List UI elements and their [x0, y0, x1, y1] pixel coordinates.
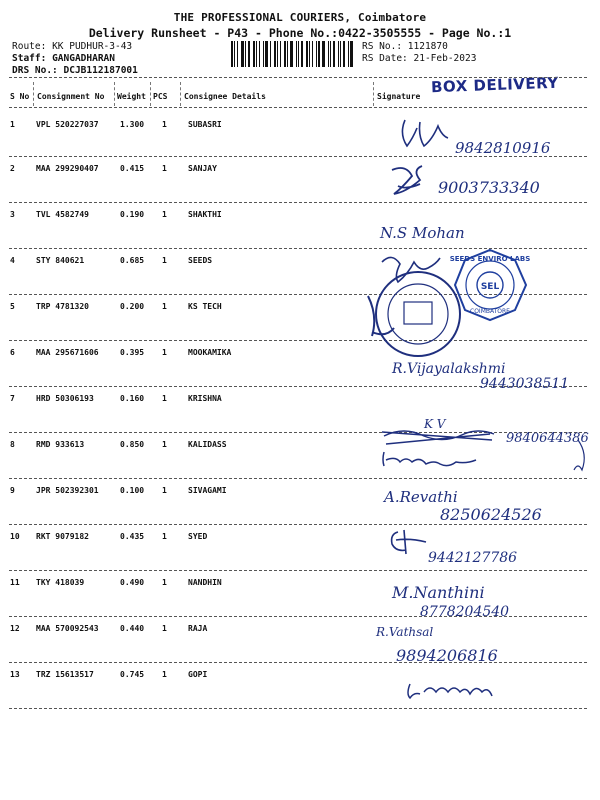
- col-weight: Weight: [117, 92, 146, 101]
- hw-phone-2: 9003733340: [438, 178, 540, 197]
- route-value: KK PUDHUR-3-43: [52, 41, 133, 52]
- row-consignment: JPR 502392301: [36, 486, 99, 495]
- row-sno: 5: [10, 302, 15, 311]
- row-consignment: STY 840621: [36, 256, 85, 265]
- hw-name-9: A.Revathi: [384, 488, 458, 506]
- row-consignment: HRD 50306193: [36, 394, 94, 403]
- row-consignee: KRISHNA: [188, 394, 222, 403]
- row-sno: 12: [10, 624, 20, 633]
- row-weight: 0.440: [120, 624, 145, 633]
- rs-no-value: 1121870: [407, 41, 448, 52]
- row-weight: 1.300: [120, 120, 145, 129]
- row-consignment: RMD 933613: [36, 440, 85, 449]
- stamp-inner-text: SEL: [480, 282, 500, 292]
- col-consignment: Consignment No: [37, 92, 105, 101]
- row-weight: 0.100: [120, 486, 145, 495]
- row-pcs: 1: [162, 624, 167, 633]
- row-consignee: RAJA: [188, 624, 208, 633]
- row-sno: 3: [10, 210, 15, 219]
- col-consignee: Consignee Details: [184, 92, 266, 101]
- hw-initials-7: K V: [424, 417, 446, 431]
- row-consignment: TRZ 15613517: [36, 670, 94, 679]
- row-sno: 7: [10, 394, 15, 403]
- staff-value: GANGADHARAN: [52, 53, 115, 64]
- row-pcs: 1: [162, 440, 167, 449]
- row-sno: 1: [10, 120, 15, 129]
- row-consignee: MOOKAMIKA: [188, 348, 232, 357]
- row-weight: 0.160: [120, 394, 145, 403]
- row-consignee: SHAKTHI: [188, 210, 222, 219]
- row-pcs: 1: [162, 348, 167, 357]
- stamp-bottom-text: COIMBATORE: [470, 308, 510, 315]
- stamp-outer-text: SEEDS ENVIRO LABS: [449, 255, 531, 263]
- drs-value: DCJB112187001: [63, 65, 138, 76]
- row-consignment: MAA 299290407: [36, 164, 99, 173]
- hw-phone-6: 9443038511: [480, 376, 570, 392]
- col-signature: Signature: [377, 92, 421, 101]
- row-pcs: 1: [162, 578, 167, 587]
- col-sno: S No: [10, 92, 30, 101]
- row-sno: 6: [10, 348, 15, 357]
- row-consignee: SIVAGAMI: [188, 486, 227, 495]
- row-sno: 10: [10, 532, 20, 541]
- row-weight: 0.435: [120, 532, 145, 541]
- row-sno: 9: [10, 486, 15, 495]
- row-consignee: KALIDASS: [188, 440, 227, 449]
- seeds-enviro-labs-stamp: [450, 250, 531, 320]
- route-label: Route:: [12, 41, 47, 52]
- signature-scribble: [382, 257, 440, 282]
- row-pcs: 1: [162, 120, 167, 129]
- rs-date-value: 21-Feb-2023: [413, 53, 477, 64]
- row-sno: 13: [10, 670, 20, 679]
- hw-phone-7: 9840644386: [506, 431, 589, 446]
- row-pcs: 1: [162, 210, 167, 219]
- hw-phone-9: 8250624526: [440, 505, 542, 524]
- row-weight: 0.415: [120, 164, 145, 173]
- rs-date-label: RS Date:: [362, 53, 408, 64]
- signature-scribble: [392, 166, 422, 194]
- signature-scribble: [392, 530, 426, 554]
- row-consignee: NANDHIN: [188, 578, 222, 587]
- row-pcs: 1: [162, 394, 167, 403]
- row-pcs: 1: [162, 486, 167, 495]
- drs-label: DRS No.:: [12, 65, 58, 76]
- row-pcs: 1: [162, 164, 167, 173]
- signature-scribble: [383, 452, 476, 466]
- row-consignee: SEEDS: [188, 256, 213, 265]
- hw-name-11: M.Nanthini: [392, 583, 485, 602]
- row-consignment: TKY 418039: [36, 578, 85, 587]
- hw-name-12: R.Vathsal: [376, 625, 434, 639]
- hw-name-3: N.S Mohan: [380, 224, 465, 242]
- row-weight: 0.190: [120, 210, 145, 219]
- row-consignee: SUBASRI: [188, 120, 222, 129]
- hw-phone-11: 8778204540: [420, 604, 510, 620]
- signature-scribble: [408, 684, 492, 698]
- hw-name-6: R.Vijayalakshmi: [392, 361, 506, 377]
- rs-no-label: RS No.:: [362, 41, 403, 52]
- row-sno: 2: [10, 164, 15, 173]
- row-consignment: RKT 9079182: [36, 532, 89, 541]
- row-weight: 0.745: [120, 670, 145, 679]
- hw-phone-12: 9894206816: [396, 646, 498, 665]
- row-pcs: 1: [162, 670, 167, 679]
- row-consignee: SYED: [188, 532, 208, 541]
- hw-phone-1: 9842810916: [455, 139, 551, 157]
- row-weight: 0.685: [120, 256, 145, 265]
- row-consignee: GOPI: [188, 670, 208, 679]
- row-consignment: MAA 295671606: [36, 348, 99, 357]
- row-pcs: 1: [162, 532, 167, 541]
- row-weight: 0.395: [120, 348, 145, 357]
- row-consignee: KS TECH: [188, 302, 222, 311]
- row-consignment: VPL 520227037: [36, 120, 99, 129]
- row-sno: 8: [10, 440, 15, 449]
- col-pcs: PCS: [153, 92, 168, 101]
- box-delivery-stamp: BOX DELIVERY: [430, 73, 560, 97]
- row-sno: 4: [10, 256, 15, 265]
- staff-label: Staff:: [12, 53, 47, 64]
- row-weight: 0.490: [120, 578, 145, 587]
- row-weight: 0.850: [120, 440, 145, 449]
- runsheet-title: Delivery Runsheet - P43 - Phone No.:0422-3505555 - Page No.:1: [88, 26, 512, 40]
- hw-phone-10: 9442127786: [428, 550, 518, 566]
- row-sno: 11: [10, 578, 20, 587]
- row-consignment: TVL 4582749: [36, 210, 89, 219]
- row-pcs: 1: [162, 302, 167, 311]
- signature-scribble: [402, 120, 448, 146]
- company-title: THE PROFESSIONAL COURIERS, Coimbatore: [173, 11, 427, 24]
- row-pcs: 1: [162, 256, 167, 265]
- struck-signature: [382, 431, 494, 444]
- row-weight: 0.200: [120, 302, 145, 311]
- company-round-stamp: [368, 272, 460, 356]
- row-consignee: SANJAY: [188, 164, 217, 173]
- row-consignment: MAA 570092543: [36, 624, 99, 633]
- row-consignment: TRP 4781320: [36, 302, 89, 311]
